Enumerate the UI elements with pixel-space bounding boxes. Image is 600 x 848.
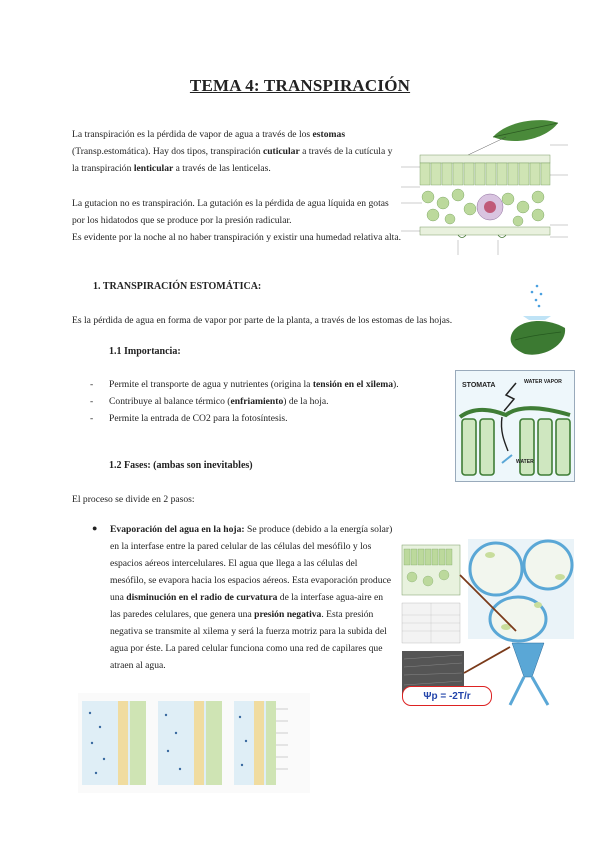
water-vapor-label: WATER VAPOR xyxy=(524,379,562,385)
stomata-label: STOMATA xyxy=(462,382,496,389)
importance-list xyxy=(90,376,450,427)
importance-heading: 1.1 Importancia: xyxy=(109,346,181,357)
term-lenticular: lenticular xyxy=(133,163,174,174)
intro-text: a través de las lenticelas. xyxy=(173,163,271,174)
phase-evaporation-paragraph: Evaporación del agua en la hoja: Se produce (debido a la energía solar) en la interfase entre la pared celular de las células del mesófilo y los espacios aéreos intercelulares. El agua que llega a las células del mesófilo, se evapora hacia los espacios aéreos. Esta evaporación produce una disminución en el radio de curvatura de la interfase agua-aire en las paredes celulares, que genera una presión negativa. Esta presión negativa se transmite al xilema y será la fuerza motriz para la subida del agua por éste. La pared celular funciona como una red de capilares que atraen al agua. xyxy=(110,524,393,671)
term-cuticular: cuticular xyxy=(262,146,300,157)
section1-definition: Es la pérdida de agua en forma de vapor por parte de la planta, a través de los estomas de las hojas. xyxy=(72,315,453,326)
formula-box xyxy=(402,686,492,706)
intro-text: La transpiración es la pérdida de vapor de agua a través de los xyxy=(72,129,313,140)
term-enfriamiento: enfriamiento xyxy=(230,396,284,407)
page-title: TEMA 4: TRANSPIRACIÓN xyxy=(189,76,411,95)
water-label: WATER xyxy=(516,459,534,465)
intro-text: a través de la cutícula y la transpiración xyxy=(72,146,393,174)
importance-item: - Permite el transporte de agua y nutrientes (origina la tensión en el xilema). xyxy=(90,376,450,393)
bullet-dot: ● xyxy=(92,523,98,533)
stomata-diagram xyxy=(455,370,575,482)
term-radio-curvatura: disminución en el radio de curvatura xyxy=(126,592,278,603)
section1-heading: 1. TRANSPIRACIÓN ESTOMÁTICA: xyxy=(93,281,262,292)
term-evaporacion: Evaporación del agua en la hoja: xyxy=(110,524,245,535)
leaf-vapor-figure xyxy=(505,280,570,360)
phases-heading: 1.2 Fases: (ambas son inevitables) xyxy=(109,460,253,471)
leaf-cross-section-figure xyxy=(398,115,573,275)
importance-item: - Contribuye al balance térmico (enfriamiento) de la hoja. xyxy=(90,393,450,410)
importance-item: - Permite la entrada de CO2 para la fotosíntesis. xyxy=(90,410,450,427)
evaporation-panels-figure xyxy=(78,693,310,793)
phases-intro: El proceso se divide en 2 pasos: xyxy=(72,494,195,505)
pressure-formula: Ψp = -2T/r xyxy=(423,690,471,702)
gutation-night-text: Es evidente por la noche al no haber transpiración y existir una humedad relativa alta. xyxy=(72,232,401,243)
gutation-text: La gutacion no es transpiración. La gutación es la pérdida de agua líquida en gotas por los hidatodos que se produce por la presión radicular. xyxy=(72,198,389,226)
term-estomas: estomas xyxy=(312,129,346,140)
intro-text: (Transp.estomática). Hay dos tipos, transpiración xyxy=(72,146,263,157)
term-tension-xilema: tensión en el xilema xyxy=(312,379,394,390)
gutation-paragraph xyxy=(72,195,402,246)
intro-paragraph xyxy=(72,126,397,177)
term-presion-negativa: presión negativa xyxy=(254,609,322,620)
